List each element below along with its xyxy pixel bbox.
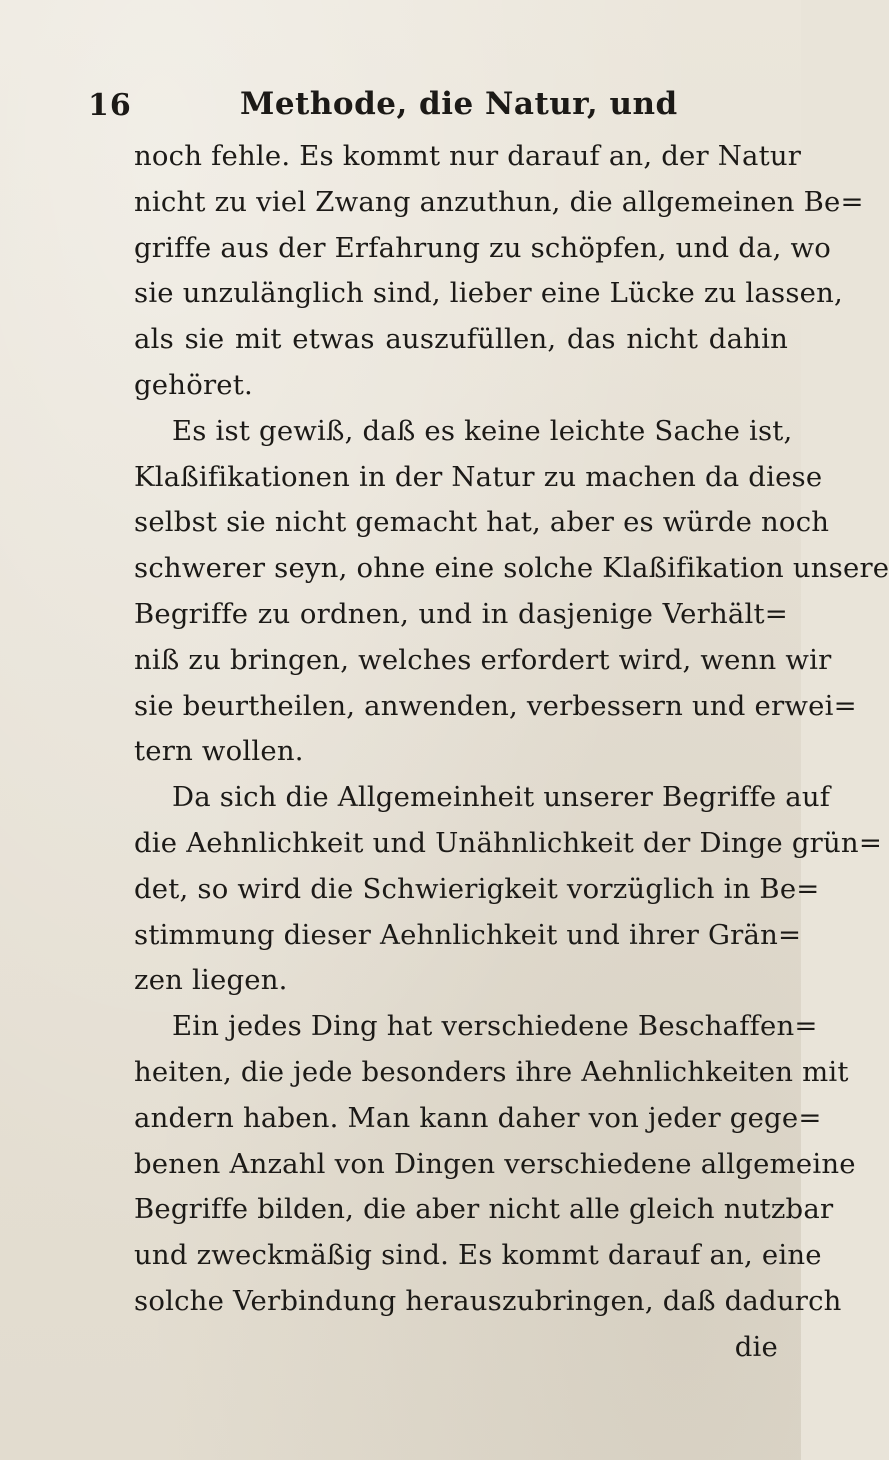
text-line: als sie mit etwas auszufüllen, das nicht dahin xyxy=(134,323,788,356)
text-line: Ein jedes Ding hat verschiedene Beschaffen= xyxy=(172,1010,818,1043)
text-line: sie beurtheilen, anwenden, verbessern und erwei= xyxy=(134,689,857,722)
text-line: det, so wird die Schwierigkeit vorzüglich in Be= xyxy=(134,872,820,905)
text-line: noch fehle. Es kommt nur darauf an, der Natur xyxy=(134,140,802,172)
text-line: heiten, die jede besonders ihre Aehnlichkeiten mit xyxy=(134,1055,849,1088)
text-line: Begriffe zu ordnen, und in dasjenige Verhält= xyxy=(134,597,788,630)
page-number: 16 xyxy=(88,88,132,123)
text-line: und zweckmäßig sind. Es kommt darauf an, eine xyxy=(134,1239,822,1272)
text-line: solche Verbindung herauszubringen, daß dadurch xyxy=(134,1284,842,1317)
text-line: schwerer seyn, ohne eine solche Klaßifikation unsere xyxy=(134,552,889,585)
text-line: tern wollen. xyxy=(134,735,304,768)
catchword: die xyxy=(734,1330,778,1363)
page-header xyxy=(0,84,801,136)
body-text xyxy=(134,134,889,1371)
text-line: Begriffe bilden, die aber nicht alle gleich nutzbar xyxy=(134,1193,834,1226)
text-line: sie unzulänglich sind, lieber eine Lücke zu lassen, xyxy=(134,277,843,310)
text-line: Da sich die Allgemeinheit unserer Begriffe auf xyxy=(172,781,831,814)
text-line: griffe aus der Erfahrung zu schöpfen, und da, wo xyxy=(134,231,831,264)
text-line: Es ist gewiß, daß es keine leichte Sache ist, xyxy=(172,414,793,447)
text-line: benen Anzahl von Dingen verschiedene allgemeine xyxy=(134,1147,856,1180)
running-head: Methode, die Natur, und xyxy=(240,86,678,122)
text-line: selbst sie nicht gemacht hat, aber es würde noch xyxy=(134,506,830,539)
text-line: die Aehnlichkeit und Unähnlichkeit der Dinge grün= xyxy=(134,826,883,859)
text-line: gehöret. xyxy=(134,368,253,401)
text-line: zen liegen. xyxy=(134,964,288,997)
text-line: stimmung dieser Aehnlichkeit und ihrer Grän= xyxy=(134,918,802,951)
text-line: niß zu bringen, welches erfordert wird, wenn wir xyxy=(134,643,832,676)
text-line: Klaßifikationen in der Natur zu machen da diese xyxy=(134,460,823,493)
text-line: nicht zu viel Zwang anzuthun, die allgemeinen Be= xyxy=(134,185,864,218)
text-line: andern haben. Man kann daher von jeder gege= xyxy=(134,1101,822,1134)
